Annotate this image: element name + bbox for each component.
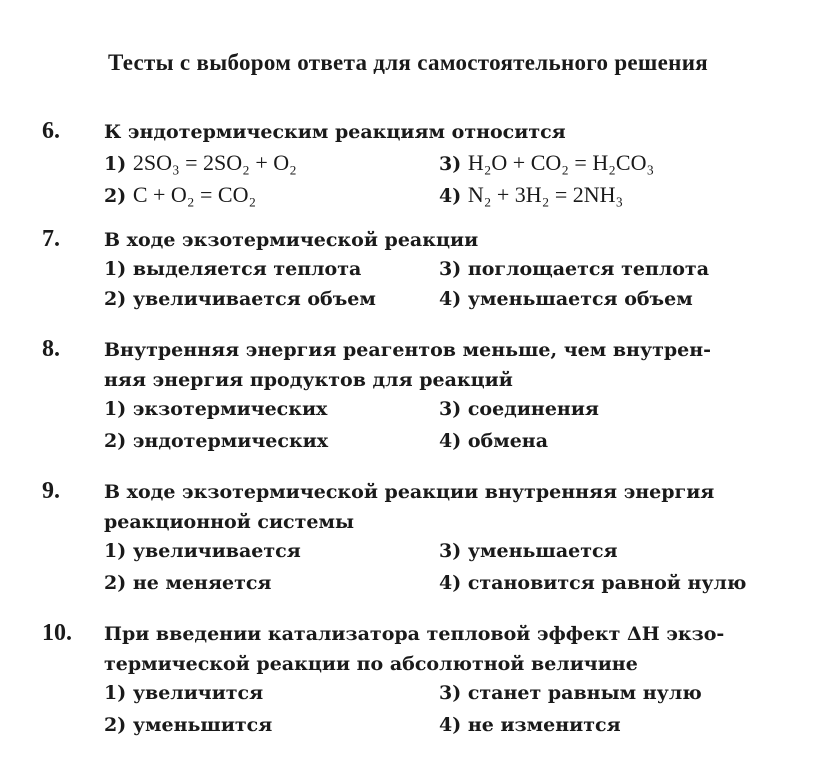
question-stem-line-2: реакционной системы xyxy=(104,511,355,533)
option-2[interactable]: 2) увеличивается объем xyxy=(104,288,376,310)
question-number: 7. xyxy=(42,226,60,252)
option-3[interactable]: 3) соединения xyxy=(439,398,599,420)
question-number: 10. xyxy=(42,620,72,646)
question-stem-line-2: термической реакции по абсолютной величине xyxy=(104,653,638,675)
options-row xyxy=(104,258,804,288)
options-row xyxy=(104,430,804,460)
option-4[interactable]: 4) становится равной нулю xyxy=(439,572,747,594)
option-4[interactable]: 4) не изменится xyxy=(439,714,621,736)
option-2[interactable]: 2) уменьшится xyxy=(104,714,273,736)
question-number: 8. xyxy=(42,336,60,362)
options-row xyxy=(104,182,804,212)
question-stem-line-1: Внутренняя энергия реагентов меньше, чем внутрен- xyxy=(104,339,712,361)
options-row xyxy=(104,540,804,570)
page-title: Тесты с выбором ответа для самостоятельного решения xyxy=(107,50,709,75)
option-1[interactable]: 1) увеличивается xyxy=(104,540,301,562)
question-stem: К эндотермическим реакциям относится xyxy=(104,121,566,143)
option-3[interactable]: 3) уменьшается xyxy=(439,540,618,562)
option-2[interactable]: 2) не меняется xyxy=(104,572,272,594)
option-1[interactable]: 1) 2SO₃ = 2SO₂ + O₂ xyxy=(104,150,297,175)
option-1[interactable]: 1) экзотермических xyxy=(104,398,328,420)
option-3[interactable]: 3) станет равным нулю xyxy=(439,682,702,704)
option-1[interactable]: 1) увеличится xyxy=(104,682,264,704)
option-1[interactable]: 1) выделяется теплота xyxy=(104,258,362,280)
option-3[interactable]: 3) поглощается теплота xyxy=(439,258,710,280)
options-row xyxy=(104,682,804,712)
question-stem-line-1: В ходе экзотермической реакции внутренняя энергия xyxy=(104,481,715,503)
question-number: 6. xyxy=(42,118,60,144)
option-2[interactable]: 2) эндотермических xyxy=(104,430,329,452)
options-row xyxy=(104,150,804,180)
option-3[interactable]: 3) H₂O + CO₂ = H₂CO₃ xyxy=(439,150,655,175)
option-2[interactable]: 2) C + O₂ = CO₂ xyxy=(104,182,257,207)
question-stem: В ходе экзотермической реакции xyxy=(104,229,479,251)
options-row xyxy=(104,288,804,318)
option-4[interactable]: 4) N₂ + 3H₂ = 2NH₃ xyxy=(439,182,624,207)
option-4[interactable]: 4) обмена xyxy=(439,430,548,452)
options-row xyxy=(104,398,804,428)
options-row xyxy=(104,714,804,744)
options-row xyxy=(104,572,804,602)
question-number: 9. xyxy=(42,478,60,504)
question-stem-line-1: При введении катализатора тепловой эффект ΔH экзо- xyxy=(104,623,725,645)
option-4[interactable]: 4) уменьшается объем xyxy=(439,288,693,310)
question-stem-line-2: няя энергия продуктов для реакций xyxy=(104,369,513,391)
